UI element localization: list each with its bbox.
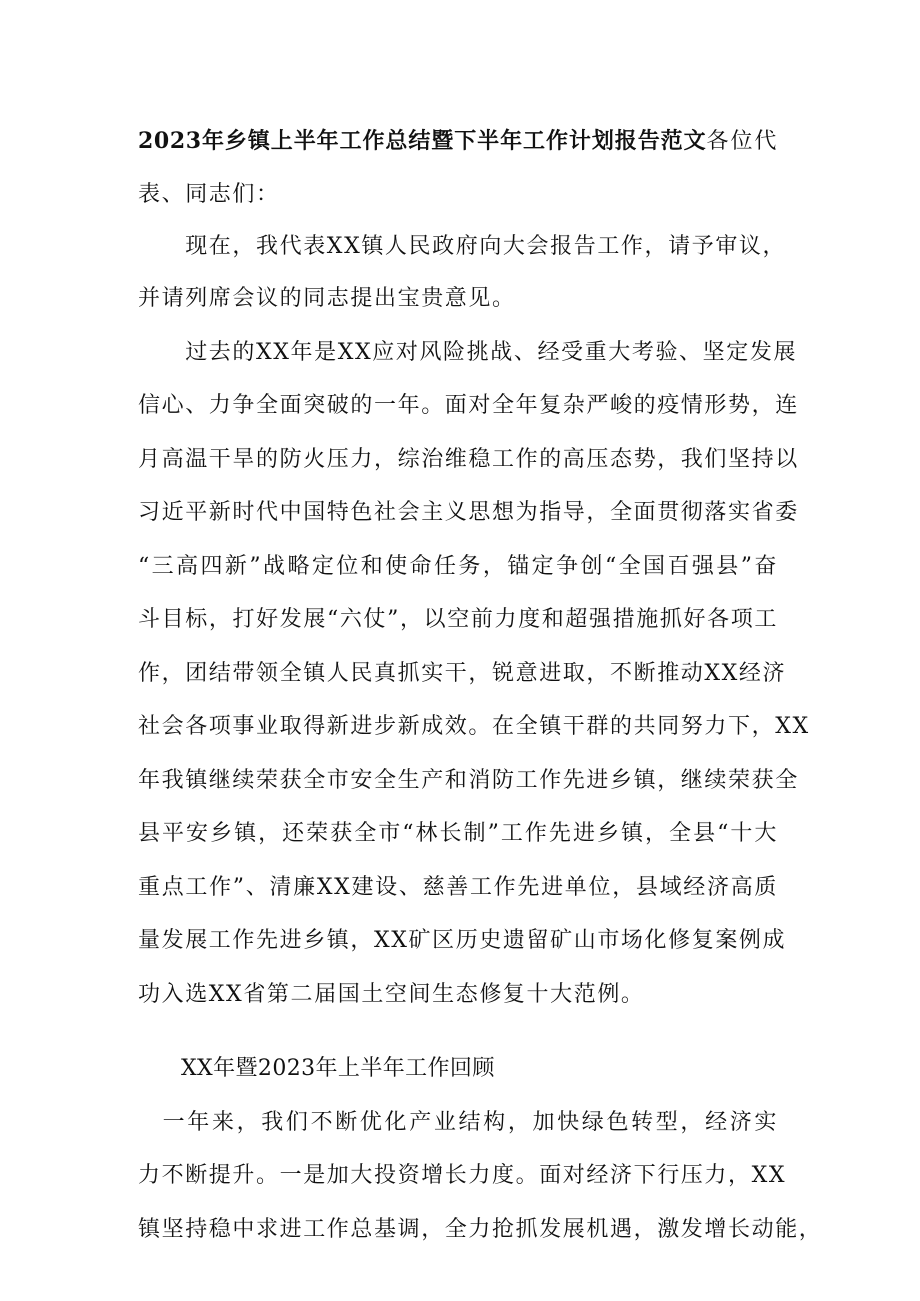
paragraph-line: 习近平新时代中国特色社会主义思想为指导，全面贯彻落实省委 bbox=[138, 500, 799, 525]
paragraph-line: “三高四新”战略定位和使命任务，锚定争创“全国百强县”奋 bbox=[138, 554, 778, 579]
paragraph-line: 现在，我代表XX镇人民政府向大会报告工作，请予审议， bbox=[138, 234, 787, 259]
paragraph-line: 月高温干旱的防火压力，综治维稳工作的高压态势，我们坚持以 bbox=[138, 447, 799, 472]
paragraph-line: 并请列席会议的同志提出宝贵意见。 bbox=[138, 286, 516, 311]
salutation-line: 表、同志们： bbox=[138, 182, 280, 207]
paragraph-line: 作，团结带领全镇人民真抓实干，锐意进取，不断推动XX经济 bbox=[138, 661, 787, 686]
paragraph-line: 社会各项事业取得新进步新成效。在全镇干群的共同努力下，XX bbox=[138, 714, 810, 739]
paragraph-line: 过去的XX年是XX应对风险挑战、经受重大考验、坚定发展 bbox=[138, 340, 798, 365]
section-paragraph-line: 力不断提升。一是加大投资增长力度。面对经济下行压力，XX bbox=[138, 1163, 787, 1188]
document-title: 2023年乡镇上半年工作总结暨下半年工作计划报告范文 bbox=[138, 128, 707, 154]
paragraph-line: 斗目标，打好发展“六仗”，以空前力度和超强措施抓好各项工 bbox=[138, 607, 778, 632]
paragraph-line: 县平安乡镇，还荣获全市“林长制”工作先进乡镇，全县“十大 bbox=[138, 821, 778, 846]
section-heading: XX年暨2023年上半年工作回顾 bbox=[181, 1056, 495, 1081]
document-title-line bbox=[138, 126, 778, 157]
section-paragraph-line: 一年来，我们不断优化产业结构，加快绿色转型，经济实 bbox=[138, 1110, 778, 1135]
paragraph-line: 重点工作”、清廉XX建设、慈善工作先进单位，县域经济高质 bbox=[138, 875, 778, 900]
section-paragraph-line: 镇坚持稳中求进工作总基调，全力抢抓发展机遇，激发增长动能， bbox=[138, 1217, 823, 1242]
paragraph-line: 功入选XX省第二届国土空间生态修复十大范例。 bbox=[138, 982, 645, 1007]
paragraph-line: 信心、力争全面突破的一年。面对全年复杂严峻的疫情形势，连 bbox=[138, 393, 799, 418]
salutation-start: 各位代 bbox=[706, 129, 778, 154]
paragraph-line: 年我镇继续荣获全市安全生产和消防工作先进乡镇，继续荣获全 bbox=[138, 768, 799, 793]
paragraph-line: 量发展工作先进乡镇，XX矿区历史遗留矿山市场化修复案例成 bbox=[138, 928, 787, 953]
